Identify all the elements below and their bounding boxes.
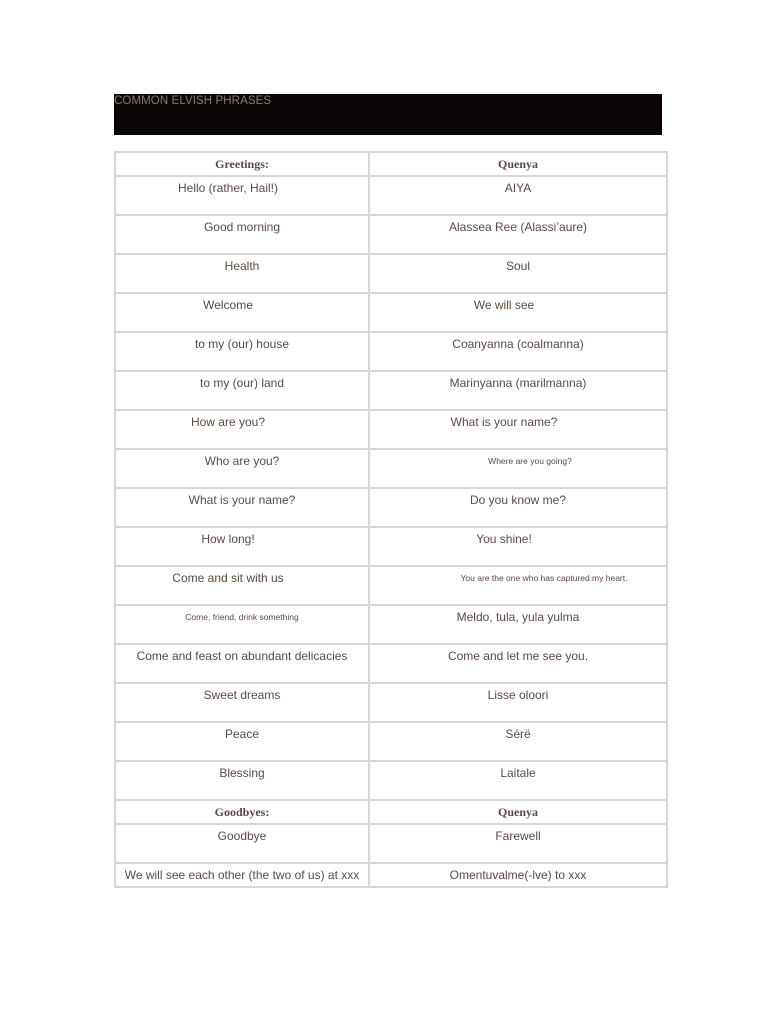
table-cell <box>115 644 369 683</box>
table-row <box>115 371 667 410</box>
section-header-goodbyes <box>115 800 667 824</box>
section-header-greetings <box>115 152 667 176</box>
table-cell <box>369 683 667 722</box>
table-row <box>115 605 667 644</box>
header-cell <box>369 152 667 176</box>
title-bar <box>114 94 662 135</box>
phrase-quenya: Marinyanna (marilmanna) <box>449 376 587 390</box>
phrase-english: to my (our) land <box>199 376 285 390</box>
table-row <box>115 254 667 293</box>
phrase-quenya: Lisse oloori <box>487 688 549 702</box>
phrase-english: Welcome <box>203 298 253 312</box>
table-row <box>115 332 667 371</box>
table-cell <box>115 605 369 644</box>
phrase-quenya: Meldo, tula, yula yulma <box>456 610 580 624</box>
phrase-quenya: You are the one who has captured my heart. <box>460 573 628 583</box>
table-cell <box>115 824 369 863</box>
table-cell <box>115 527 369 566</box>
table-row <box>115 683 667 722</box>
phrase-quenya: Where are you going? <box>488 456 572 466</box>
table-row <box>115 722 667 761</box>
phrase-english: Blessing <box>219 766 265 780</box>
table-cell <box>369 761 667 800</box>
table-cell <box>369 488 667 527</box>
table-row <box>115 527 667 566</box>
table-row <box>115 761 667 800</box>
table-row <box>115 644 667 683</box>
phrase-english: How are you? <box>190 415 266 429</box>
table-cell <box>115 566 369 605</box>
phrase-quenya: Omentuvalme(-lve) to xxx <box>449 868 587 882</box>
table-cell <box>369 449 667 488</box>
table-cell <box>369 293 667 332</box>
phrase-english: Who are you? <box>204 454 280 468</box>
phrase-quenya: Laitale <box>500 766 536 780</box>
phrase-english: Goodbye <box>217 829 267 843</box>
phrase-english: Come and feast on abundant delicacies <box>136 649 348 663</box>
header-quenya: Quenya <box>497 157 538 171</box>
table-row <box>115 293 667 332</box>
phrase-quenya: We will see <box>473 298 535 312</box>
header-goodbyes: Goodbyes: <box>214 805 270 819</box>
phrase-english: How long! <box>201 532 255 546</box>
phrase-english: Health <box>224 259 260 273</box>
table-cell <box>369 254 667 293</box>
table-cell <box>115 215 369 254</box>
table-cell <box>369 371 667 410</box>
table-cell <box>115 410 369 449</box>
table-cell <box>115 176 369 215</box>
phrase-english: What is your name? <box>188 493 296 507</box>
header-cell <box>369 800 667 824</box>
table-cell <box>115 449 369 488</box>
phrase-quenya: You shine! <box>476 532 532 546</box>
phrase-quenya: Alassea Ree (Alassi’aure) <box>448 220 588 234</box>
table-cell <box>115 293 369 332</box>
table-cell <box>369 332 667 371</box>
phrase-english: Peace <box>224 727 260 741</box>
table-cell <box>115 761 369 800</box>
phrase-quenya: Do you know me? <box>469 493 567 507</box>
table-row <box>115 488 667 527</box>
table-cell <box>369 566 667 605</box>
phrase-quenya: Soul <box>505 259 531 273</box>
document-title: COMMON ELVISH PHRASES <box>114 95 272 107</box>
phrase-english: Come and sit with us <box>172 571 284 585</box>
header-cell <box>115 152 369 176</box>
table-cell <box>369 527 667 566</box>
table-row <box>115 410 667 449</box>
table-row <box>115 566 667 605</box>
phrase-quenya: Farewell <box>495 829 541 843</box>
table-cell <box>369 410 667 449</box>
table-cell <box>369 215 667 254</box>
table-row <box>115 863 667 887</box>
phrase-english: Hello (rather, Hail!) <box>177 181 279 195</box>
phrase-english: Come, friend, drink something <box>185 612 299 622</box>
phrase-english: Sweet dreams <box>203 688 281 702</box>
table-cell <box>115 488 369 527</box>
table-cell <box>369 824 667 863</box>
table-row <box>115 449 667 488</box>
table-cell <box>115 863 369 887</box>
table-cell <box>369 605 667 644</box>
phrase-table <box>114 151 668 888</box>
table-row <box>115 176 667 215</box>
phrase-quenya: Sérë <box>505 727 531 741</box>
header-cell <box>115 800 369 824</box>
table-row <box>115 215 667 254</box>
phrase-quenya: Come and let me see you. <box>447 649 589 663</box>
table-cell <box>369 644 667 683</box>
table-row <box>115 824 667 863</box>
table-cell <box>369 722 667 761</box>
phrase-english: Good morning <box>203 220 281 234</box>
phrase-quenya: AIYA <box>504 181 532 195</box>
phrase-quenya: Coanyanna (coalmanna) <box>452 337 584 351</box>
table-cell <box>369 863 667 887</box>
phrase-english: to my (our) house <box>194 337 290 351</box>
header-quenya: Quenya <box>497 805 538 819</box>
table-cell <box>369 176 667 215</box>
header-greetings: Greetings: <box>215 157 269 171</box>
table-cell <box>115 254 369 293</box>
table-cell <box>115 371 369 410</box>
phrase-english: We will see each other (the two of us) at xxx <box>124 868 360 882</box>
table-cell <box>115 332 369 371</box>
table-cell <box>115 683 369 722</box>
phrase-quenya: What is your name? <box>450 415 558 429</box>
table-cell <box>115 722 369 761</box>
